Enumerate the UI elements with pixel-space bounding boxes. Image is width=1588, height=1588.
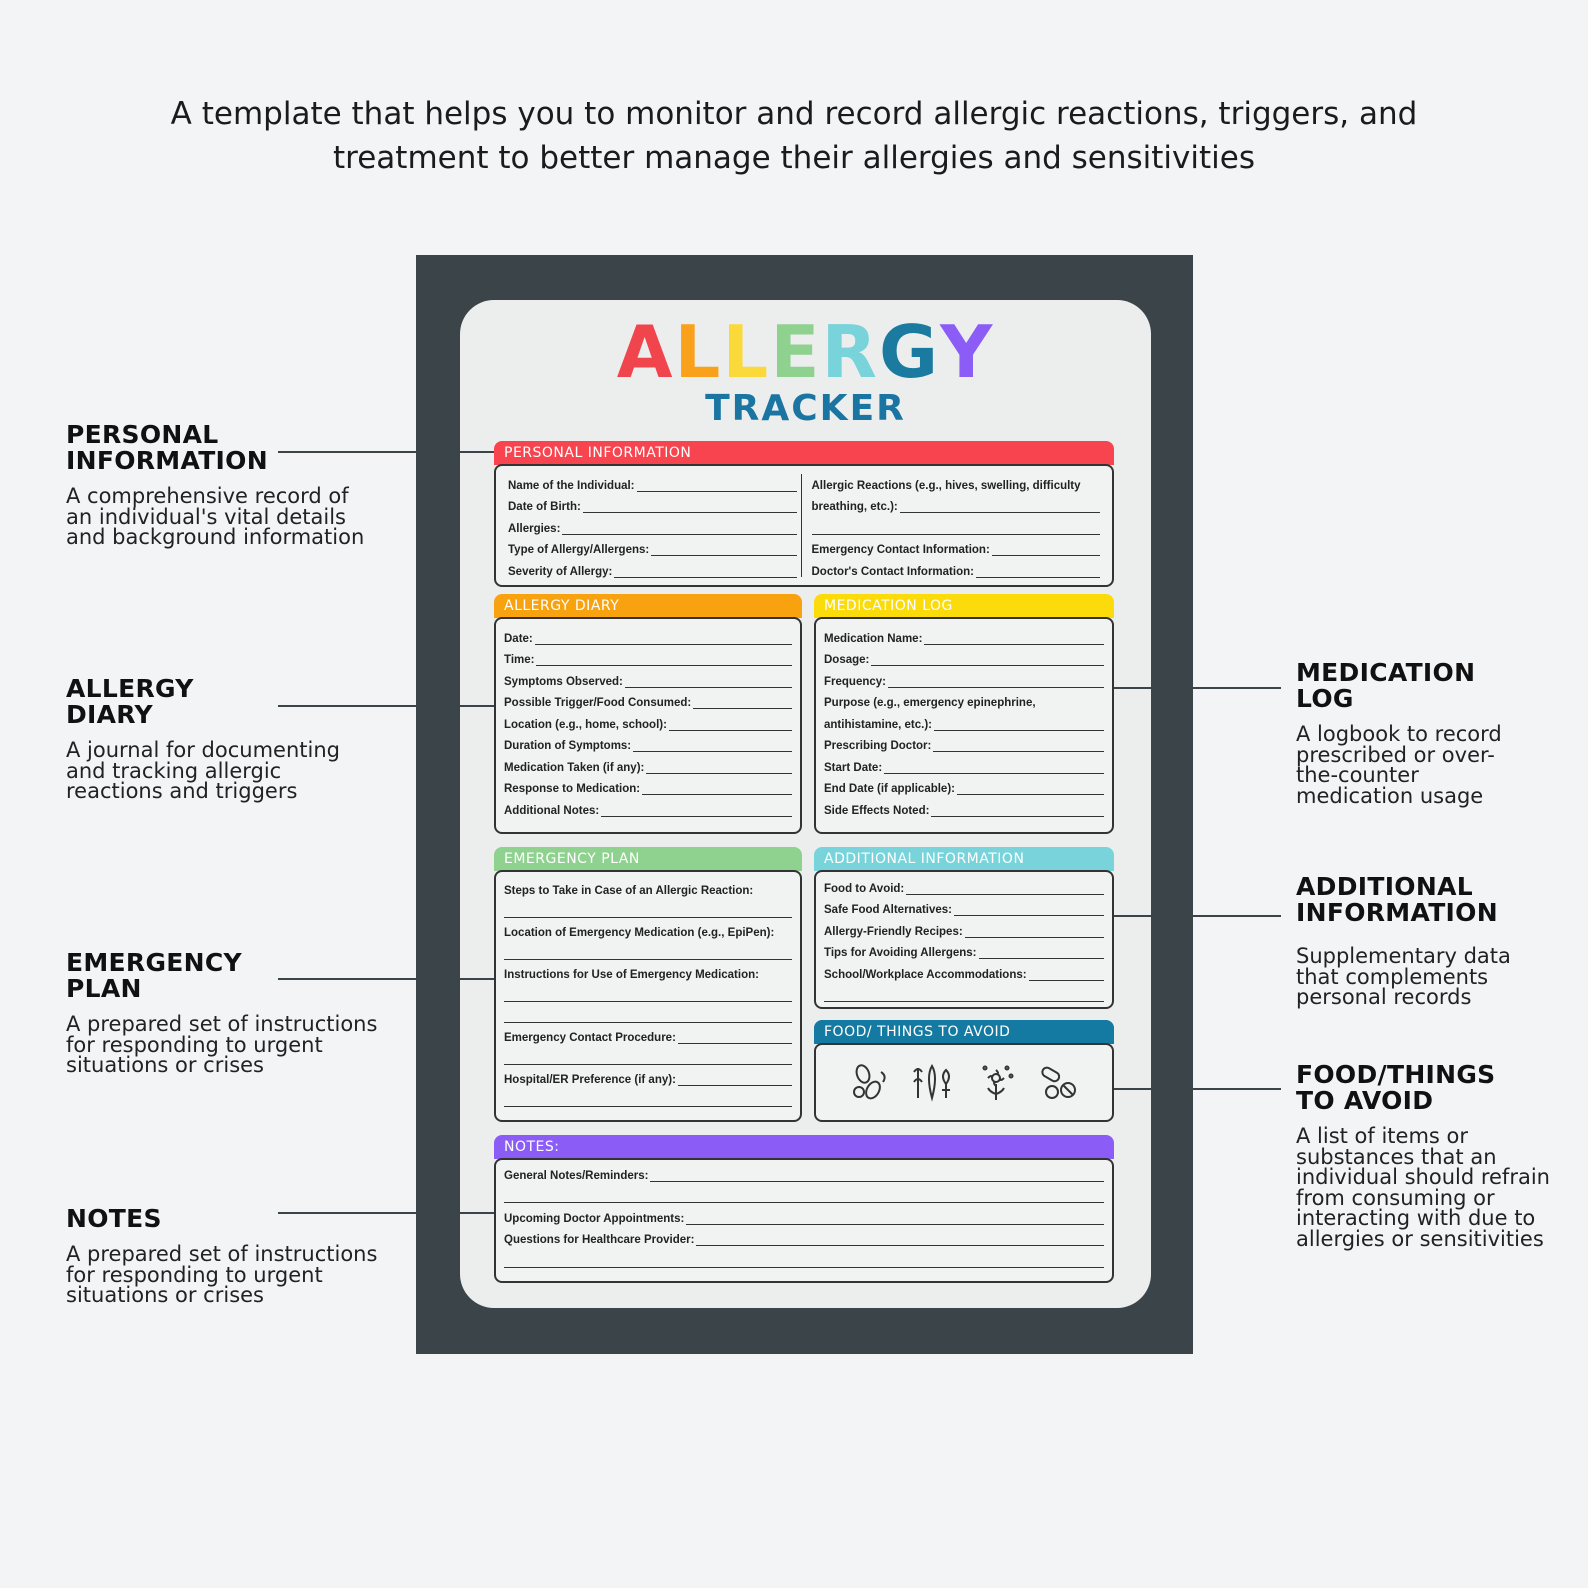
form-field[interactable]: Name of the Individual: <box>508 474 797 496</box>
form-field[interactable]: Emergency Contact Information: <box>812 539 1101 561</box>
callout-additional-information <box>1296 874 1536 1008</box>
form-field[interactable]: Medication Name: <box>824 627 1104 649</box>
form-field-label: Instructions for Use of Emergency Medication: <box>504 969 759 981</box>
personal-right-column <box>801 474 1105 577</box>
form-field-label: Allergic Reactions (e.g., hives, swelling, difficulty <box>811 479 1081 492</box>
section-header: NOTES: <box>494 1135 1114 1159</box>
form-field[interactable]: Duration of Symptoms: <box>504 735 792 757</box>
connector-line <box>278 978 494 980</box>
form-field[interactable]: Time: <box>504 649 792 671</box>
blank-line[interactable] <box>504 1006 792 1027</box>
section-header: EMERGENCY PLAN <box>494 847 802 871</box>
callout-food-things-to-avoid <box>1296 1062 1556 1249</box>
callout-personal-information <box>66 422 366 548</box>
brand-title <box>460 312 1151 392</box>
form-field[interactable]: Type of Allergy/Allergens: <box>508 539 797 561</box>
pills-icon <box>1036 1060 1082 1106</box>
form-field-label: Steps to Take in Case of an Allergic Reaction: <box>504 885 754 897</box>
blank-line[interactable] <box>504 1048 792 1069</box>
pollen-flower-icon <box>973 1060 1019 1106</box>
callout-medication-log <box>1296 660 1506 806</box>
brand-letter: Y <box>940 310 995 394</box>
intro-text: A template that helps you to monitor and record allergic reactions, triggers, and treatment to better manage their allergies and sensitivities <box>170 96 1418 176</box>
blank-line[interactable] <box>504 985 792 1006</box>
brand-letter: E <box>770 310 822 394</box>
callout-text: A logbook to record prescribed or over-the-counter medication usage <box>1296 722 1502 808</box>
callout-text: A prepared set of instructions for responding to urgent situations or crises <box>66 1012 378 1077</box>
food-things-to-avoid-section <box>814 1020 1114 1122</box>
callout-title: MEDICATION LOG <box>1296 658 1476 713</box>
section-body <box>494 464 1114 587</box>
blank-line[interactable] <box>504 901 792 922</box>
form-field[interactable]: Upcoming Doctor Appointments: <box>504 1207 1104 1229</box>
form-field[interactable]: Date of Birth: <box>508 496 797 518</box>
form-field[interactable]: Questions for Healthcare Provider: <box>504 1229 1104 1251</box>
form-field[interactable]: Safe Food Alternatives: <box>824 899 1104 921</box>
form-field[interactable]: Tips for Avoiding Allergens: <box>824 942 1104 964</box>
section-body <box>494 617 802 834</box>
form-field[interactable]: Side Effects Noted: <box>824 799 1104 821</box>
blank-line[interactable] <box>824 985 1104 1007</box>
emergency-plan-section <box>494 847 802 1122</box>
callout-text: A prepared set of instructions for responding to urgent situations or crises <box>66 1242 378 1307</box>
brand-letter: A <box>616 310 675 394</box>
form-field[interactable]: Emergency Contact Procedure: <box>504 1027 792 1048</box>
section-body <box>814 617 1114 834</box>
brand-subtitle: TRACKER <box>705 388 906 429</box>
form-field-label: Location of Emergency Medication (e.g., EpiPen): <box>504 927 775 939</box>
connector-line <box>1114 915 1281 917</box>
callout-title: EMERGENCY PLAN <box>66 948 242 1003</box>
form-field[interactable]: breathing, etc.): <box>812 496 1101 518</box>
callout-notes <box>66 1206 396 1306</box>
form-field[interactable]: Allergies: <box>508 517 797 539</box>
callout-title: ALLERGY DIARY <box>66 674 194 729</box>
peanuts-icon <box>847 1060 893 1106</box>
seafood-icon <box>910 1060 956 1106</box>
section-body <box>814 1043 1114 1122</box>
allergy-diary-section <box>494 594 802 834</box>
callout-title: NOTES <box>66 1204 162 1233</box>
section-header: FOOD/ THINGS TO AVOID <box>814 1020 1114 1044</box>
blank-line[interactable] <box>504 1090 792 1111</box>
form-field[interactable]: Prescribing Doctor: <box>824 735 1104 757</box>
section-body <box>494 1158 1114 1283</box>
callout-allergy-diary <box>66 674 340 803</box>
form-field[interactable]: School/Workplace Accommodations: <box>824 963 1104 985</box>
form-field[interactable]: End Date (if applicable): <box>824 778 1104 800</box>
connector-line <box>1114 1088 1281 1090</box>
notes-section <box>494 1135 1114 1283</box>
section-header: ADDITIONAL INFORMATION <box>814 847 1114 871</box>
form-field[interactable]: antihistamine, etc.): <box>824 713 1104 735</box>
form-field[interactable]: Location (e.g., home, school): <box>504 713 792 735</box>
blank-line[interactable] <box>504 1186 1104 1208</box>
callout-emergency-plan <box>66 948 378 1077</box>
blank-line[interactable] <box>504 943 792 964</box>
brand-letter: R <box>821 310 879 394</box>
blank-line[interactable] <box>812 517 1101 539</box>
section-body <box>494 870 802 1122</box>
callout-text: A journal for documenting and tracking allergic reactions and triggers <box>66 738 340 803</box>
form-field[interactable]: Hospital/ER Preference (if any): <box>504 1069 792 1090</box>
additional-information-section <box>814 847 1114 1009</box>
medication-log-section <box>814 594 1114 834</box>
callout-text: Supplementary data that complements personal records <box>1296 944 1511 1009</box>
section-header: PERSONAL INFORMATION <box>494 441 1114 465</box>
connector-line <box>278 705 494 707</box>
section-header: MEDICATION LOG <box>814 594 1114 618</box>
section-body <box>814 870 1114 1009</box>
form-field[interactable]: General Notes/Reminders: <box>504 1164 1104 1186</box>
callout-title: ADDITIONAL INFORMATION <box>1296 872 1498 927</box>
form-field[interactable]: Frequency: <box>824 670 1104 692</box>
form-field[interactable]: Start Date: <box>824 756 1104 778</box>
connector-line <box>1114 687 1281 689</box>
form-field[interactable]: Dosage: <box>824 649 1104 671</box>
form-field[interactable]: Additional Notes: <box>504 799 792 821</box>
tracker-brand <box>460 312 1151 430</box>
form-field[interactable]: Severity of Allergy: <box>508 560 797 582</box>
blank-line[interactable] <box>504 1250 1104 1272</box>
brand-letter: L <box>674 310 723 394</box>
form-field[interactable]: Allergy-Friendly Recipes: <box>824 920 1104 942</box>
brand-letter: L <box>722 310 771 394</box>
form-field[interactable]: Medication Taken (if any): <box>504 756 792 778</box>
form-field[interactable]: Doctor's Contact Information: <box>812 560 1101 582</box>
callout-title: PERSONAL INFORMATION <box>66 420 268 475</box>
callout-text: A comprehensive record of an individual's vital details and background information <box>66 484 365 549</box>
section-header: ALLERGY DIARY <box>494 594 802 618</box>
form-field[interactable]: Symptoms Observed: <box>504 670 792 692</box>
form-field[interactable]: Food to Avoid: <box>824 877 1104 899</box>
personal-left-column <box>504 474 801 577</box>
personal-information-section <box>494 441 1114 587</box>
form-field[interactable]: Date: <box>504 627 792 649</box>
callout-text: A list of items or substances that an individual should refrain from consuming or interacting with due to allergies or sensitivities <box>1296 1124 1550 1251</box>
callout-title: FOOD/THINGS TO AVOID <box>1296 1060 1496 1115</box>
form-field[interactable]: Response to Medication: <box>504 778 792 800</box>
brand-letter: G <box>878 310 941 394</box>
form-field[interactable]: Possible Trigger/Food Consumed: <box>504 692 792 714</box>
form-field-label: Purpose (e.g., emergency epinephrine, <box>824 697 1036 709</box>
